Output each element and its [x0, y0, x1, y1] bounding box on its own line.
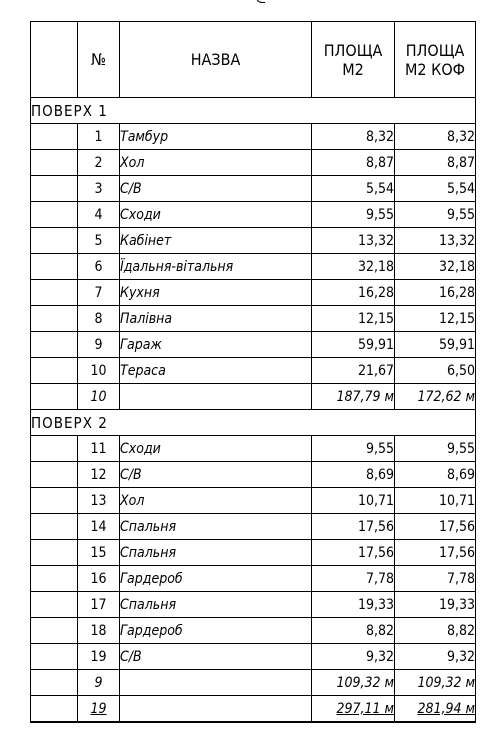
room-area-coef: 59,91 — [395, 332, 476, 358]
room-name: Гараж — [120, 332, 312, 358]
room-area-table — [30, 21, 476, 723]
room-area-coef: 12,15 — [395, 306, 476, 332]
subtotal-count: 9 — [78, 670, 120, 696]
room-number: 2 — [78, 150, 120, 176]
room-number: 19 — [78, 644, 120, 670]
room-name: Їдальня-вітальня — [120, 254, 312, 280]
room-number: 12 — [78, 462, 120, 488]
room-area-coef: 9,55 — [395, 436, 476, 462]
room-area: 32,18 — [312, 254, 395, 280]
row-blank-cell — [31, 124, 78, 150]
room-name: Палівна — [120, 306, 312, 332]
subtotal-name-cell — [120, 670, 312, 696]
room-name: Гардероб — [120, 566, 312, 592]
header-area-coef: ПЛОЩА М2 КОФ — [395, 22, 476, 98]
room-area: 10,71 — [312, 488, 395, 514]
row-blank-cell — [31, 176, 78, 202]
room-area-coef: 13,32 — [395, 228, 476, 254]
room-area: 8,32 — [312, 124, 395, 150]
room-name: Сходи — [120, 202, 312, 228]
row-blank-cell — [31, 462, 78, 488]
room-name: Хол — [120, 488, 312, 514]
total-area-coef-text: 281,94 м — [417, 700, 475, 717]
row-blank-cell — [31, 202, 78, 228]
row-blank-cell — [31, 228, 78, 254]
room-area-coef: 32,18 — [395, 254, 476, 280]
room-number: 7 — [78, 280, 120, 306]
room-area-coef: 17,56 — [395, 514, 476, 540]
table-row — [31, 592, 476, 618]
subtotal-area: 187,79 м — [312, 384, 395, 410]
room-area-coef: 9,32 — [395, 644, 476, 670]
subtotal-area-coef: 172,62 м — [395, 384, 476, 410]
room-number: 9 — [78, 332, 120, 358]
table-row — [31, 202, 476, 228]
subtotal-name-cell — [120, 384, 312, 410]
room-name: Кабінет — [120, 228, 312, 254]
room-area-coef: 19,33 — [395, 592, 476, 618]
room-area-coef: 16,28 — [395, 280, 476, 306]
total-area-text: 297,11 м — [336, 700, 394, 717]
room-area: 8,87 — [312, 150, 395, 176]
room-area-coef: 8,69 — [395, 462, 476, 488]
room-number: 17 — [78, 592, 120, 618]
section-title: ПОВЕРХ 2 — [31, 410, 476, 436]
room-name: С/В — [120, 176, 312, 202]
table-row — [31, 540, 476, 566]
row-blank-cell — [31, 280, 78, 306]
room-name: Спальня — [120, 540, 312, 566]
row-blank-cell — [31, 488, 78, 514]
subtotal-area-coef: 109,32 м — [395, 670, 476, 696]
table-row — [31, 228, 476, 254]
room-name: С/В — [120, 462, 312, 488]
room-area: 9,32 — [312, 644, 395, 670]
table-row — [31, 436, 476, 462]
room-number: 5 — [78, 228, 120, 254]
header-name: НАЗВА — [120, 22, 312, 98]
table-row — [31, 644, 476, 670]
row-blank-cell — [31, 306, 78, 332]
section-header-row — [31, 98, 476, 124]
room-number: 14 — [78, 514, 120, 540]
row-blank-cell — [31, 254, 78, 280]
room-number: 6 — [78, 254, 120, 280]
table-body — [31, 98, 476, 723]
room-area-coef: 6,50 — [395, 358, 476, 384]
room-number: 10 — [78, 358, 120, 384]
section-title: ПОВЕРХ 1 — [31, 98, 476, 124]
table-row — [31, 566, 476, 592]
room-area: 17,56 — [312, 540, 395, 566]
header-area: ПЛОЩА М2 — [312, 22, 395, 98]
subtotal-blank-cell — [31, 670, 78, 696]
row-blank-cell — [31, 358, 78, 384]
room-area-coef: 9,55 — [395, 202, 476, 228]
room-area: 13,32 — [312, 228, 395, 254]
room-name: Тамбур — [120, 124, 312, 150]
room-area-coef: 8,32 — [395, 124, 476, 150]
room-area-coef: 5,54 — [395, 176, 476, 202]
table-row — [31, 488, 476, 514]
table-row — [31, 306, 476, 332]
room-number: 3 — [78, 176, 120, 202]
subtotal-blank-cell — [31, 384, 78, 410]
subtotal-row — [31, 670, 476, 696]
table-row — [31, 280, 476, 306]
total-row — [31, 696, 476, 723]
table-row — [31, 150, 476, 176]
row-blank-cell — [31, 592, 78, 618]
room-number: 1 — [78, 124, 120, 150]
room-area-coef: 17,56 — [395, 540, 476, 566]
row-blank-cell — [31, 514, 78, 540]
table-row — [31, 618, 476, 644]
room-area: 19,33 — [312, 592, 395, 618]
table-row — [31, 462, 476, 488]
row-blank-cell — [31, 332, 78, 358]
room-area: 5,54 — [312, 176, 395, 202]
total-blank-cell — [31, 696, 78, 723]
total-name-cell — [120, 696, 312, 723]
room-number: 8 — [78, 306, 120, 332]
room-area: 17,56 — [312, 514, 395, 540]
room-area: 9,55 — [312, 202, 395, 228]
room-area-coef: 7,78 — [395, 566, 476, 592]
total-count-text: 19 — [90, 700, 107, 717]
room-area-coef: 8,87 — [395, 150, 476, 176]
row-blank-cell — [31, 566, 78, 592]
header-blank — [31, 22, 78, 98]
total-count — [78, 696, 120, 723]
room-area: 16,28 — [312, 280, 395, 306]
table-row — [31, 176, 476, 202]
subtotal-area: 109,32 м — [312, 670, 395, 696]
room-number: 16 — [78, 566, 120, 592]
room-number: 4 — [78, 202, 120, 228]
room-name: Гардероб — [120, 618, 312, 644]
room-area: 8,82 — [312, 618, 395, 644]
row-blank-cell — [31, 540, 78, 566]
room-name: Кухня — [120, 280, 312, 306]
row-blank-cell — [31, 436, 78, 462]
room-name: Спальня — [120, 514, 312, 540]
table-row — [31, 254, 476, 280]
room-area: 7,78 — [312, 566, 395, 592]
room-area: 8,69 — [312, 462, 395, 488]
total-area — [312, 696, 395, 723]
room-area: 21,67 — [312, 358, 395, 384]
room-area-coef: 8,82 — [395, 618, 476, 644]
table-row — [31, 514, 476, 540]
table-row — [31, 358, 476, 384]
room-area: 59,91 — [312, 332, 395, 358]
row-blank-cell — [31, 644, 78, 670]
room-name: Хол — [120, 150, 312, 176]
subtotal-row — [31, 384, 476, 410]
room-name: С/В — [120, 644, 312, 670]
room-number: 15 — [78, 540, 120, 566]
subtotal-count: 10 — [78, 384, 120, 410]
room-number: 13 — [78, 488, 120, 514]
section-header-row — [31, 410, 476, 436]
room-area: 9,55 — [312, 436, 395, 462]
row-blank-cell — [31, 150, 78, 176]
room-name: Сходи — [120, 436, 312, 462]
room-area-coef: 10,71 — [395, 488, 476, 514]
room-area: 12,15 — [312, 306, 395, 332]
row-blank-cell — [31, 618, 78, 644]
room-number: 11 — [78, 436, 120, 462]
table-row — [31, 124, 476, 150]
table-row — [31, 332, 476, 358]
drawing-fragment — [256, 0, 265, 3]
table-header-row — [31, 22, 476, 98]
room-name: Тераса — [120, 358, 312, 384]
room-name: Спальня — [120, 592, 312, 618]
room-number: 18 — [78, 618, 120, 644]
total-area-coef — [395, 696, 476, 723]
header-number: № — [78, 22, 120, 98]
